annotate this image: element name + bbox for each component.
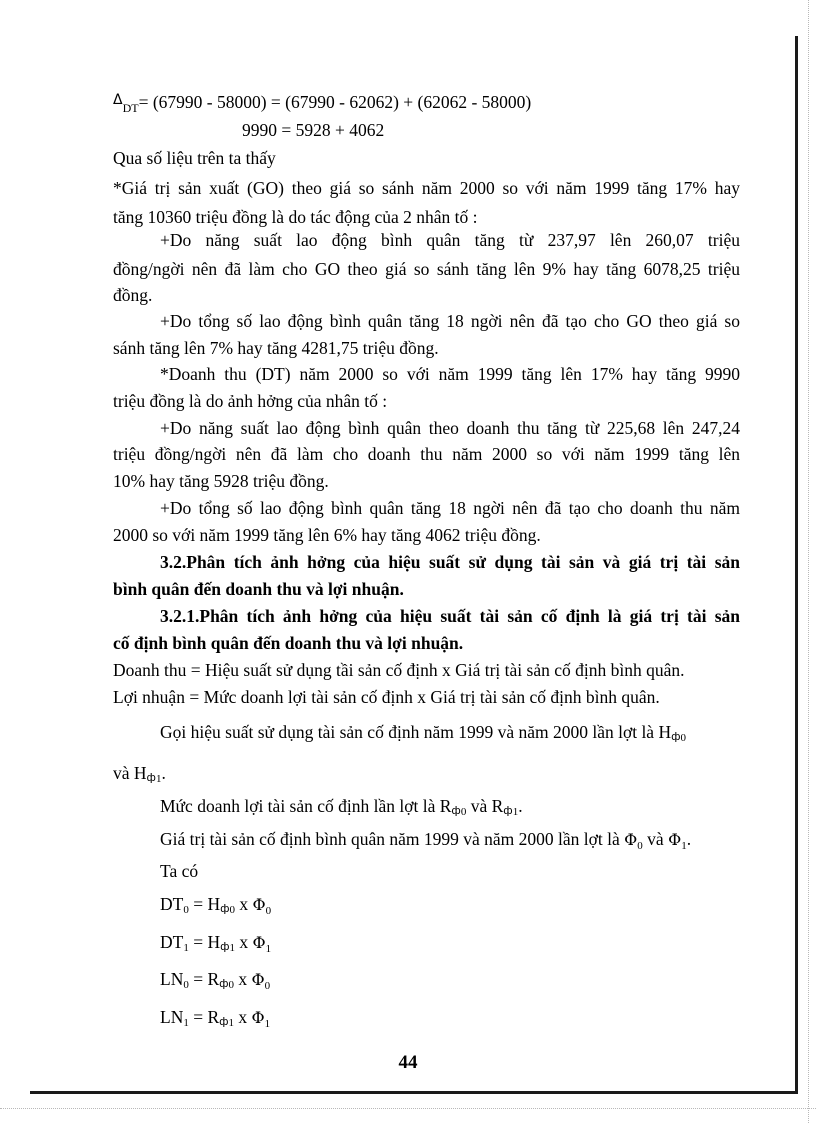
equation-mid: = R (188, 1007, 220, 1027)
page-frame-right (795, 36, 798, 1092)
page-number: 44 (398, 1052, 418, 1073)
revenue-paragraph-line-2: triệu đồng là do ảnh hởng của nhân tố : (113, 391, 388, 411)
notation-profitability (160, 795, 523, 822)
period: . (518, 796, 523, 816)
equation-lhs: LN (160, 969, 184, 989)
multiply-sign: x (234, 969, 252, 989)
delta-symbol: Δ (113, 92, 123, 108)
phi-symbol: Φ (251, 1008, 265, 1027)
go-paragraph-line-1: *Giá trị sản xuất (GO) theo giá so sánh năm 2000 so với năm 1999 tăng 17% hay (113, 178, 740, 198)
phi-symbol: Φ (252, 895, 266, 914)
subscript: 0 (460, 806, 467, 818)
notation-efficiency-line-1 (160, 721, 686, 748)
subscript: 0 (183, 979, 189, 991)
equation-ln0 (160, 968, 270, 995)
heading-3-2-1-line-2: cố định bình quân đến doanh thu và lợi nhuận. (113, 633, 464, 653)
subscript: 1 (183, 1017, 189, 1029)
notation-efficiency-text: Gọi hiệu suất sử dụng tài sản cố định năm 1999 và năm 2000 lần lợt là H (160, 722, 672, 742)
heading-3-2-line-2: bình quân đến doanh thu và lợi nhuận. (113, 579, 404, 599)
subscript: 0 (265, 905, 272, 917)
subscript: 1 (264, 1018, 271, 1030)
revenue-productivity-line-3: 10% hay tăng 5928 triệu đồng. (113, 471, 329, 491)
formula-delta-line (113, 89, 531, 119)
equation-ln1 (160, 1006, 270, 1033)
equation-mid: = H (188, 894, 221, 914)
notation-efficiency-line-2 (113, 762, 166, 789)
subscript: 1 (229, 942, 235, 954)
labor-paragraph-line-1: +Do tổng số lao động bình quân tăng 18 ngời nên đã tạo cho GO theo giá so (160, 311, 740, 331)
subscript: 0 (637, 840, 643, 852)
subscript: 1 (228, 1017, 235, 1029)
formula-delta-expression: = (67990 - 58000) = (67990 - 62062) + (62062 - 58000) (138, 92, 532, 112)
fixed-asset-symbol: ф (146, 771, 156, 784)
subscript: 1 (681, 840, 687, 852)
fixed-asset-symbol: ф (671, 730, 681, 743)
multiply-sign: x (235, 894, 253, 914)
multiply-sign: x (235, 932, 253, 952)
subscript: 0 (680, 732, 686, 744)
multiply-sign: x (234, 1007, 252, 1027)
labor-paragraph-line-2: sánh tăng lên 7% hay tăng 4281,75 triệu đồng. (113, 338, 439, 358)
notation-and: và (642, 829, 669, 849)
subscript: 0 (264, 980, 271, 992)
period: . (161, 763, 166, 783)
page-frame-bottom (30, 1091, 798, 1094)
revenue-labor-line-2: 2000 so với năm 1999 tăng lên 6% hay tăng 4062 triệu đồng. (113, 525, 541, 545)
phi-symbol: Φ (251, 970, 265, 989)
productivity-paragraph-line-1: +Do năng suất lao động bình quân tăng từ 237,97 lên 260,07 triệu (160, 230, 740, 250)
equation-mid: = H (188, 932, 221, 952)
notation-and-r: và R (466, 796, 504, 816)
equation-lhs: LN (160, 1007, 184, 1027)
equation-dt1 (160, 931, 271, 958)
revenue-definition: Doanh thu = Hiệu suất sử dụng tầi sản cố định x Giá trị tài sản cố định bình quân. (113, 660, 685, 680)
phi-symbol: Φ (668, 830, 682, 849)
phi-symbol: Φ (624, 830, 638, 849)
page-guide-right (808, 0, 809, 1123)
revenue-productivity-line-1: +Do năng suất lao động bình quân theo doanh thu tăng từ 225,68 lên 247,24 (160, 418, 740, 438)
subscript: 0 (183, 904, 189, 916)
subscript: 1 (155, 773, 162, 785)
formula-delta-result: 9990 = 5928 + 4062 (242, 120, 385, 140)
fixed-asset-symbol: ф (503, 804, 513, 817)
intro-text: Qua số liệu trên ta thấy (113, 148, 276, 168)
fixed-asset-symbol: ф (219, 977, 229, 990)
ta-co-text: Ta có (160, 861, 199, 881)
revenue-paragraph-line-1: *Doanh thu (DT) năm 2000 so với năm 1999 tăng lên 17% hay tăng 9990 (160, 364, 740, 384)
page-guide-bottom (0, 1108, 816, 1109)
notation-asset-value (160, 828, 691, 851)
subscript: 0 (229, 904, 235, 916)
phi-symbol: Φ (252, 933, 266, 952)
notation-profitability-text: Mức doanh lợi tài sản cố định lần lợt là R (160, 796, 452, 816)
heading-3-2-1-line-1: 3.2.1.Phân tích ảnh hởng của hiệu suất tài sản cố định là giá trị tài sản (160, 606, 740, 626)
fixed-asset-symbol: ф (451, 804, 461, 817)
equation-lhs: DT (160, 894, 184, 914)
equation-dt0 (160, 893, 271, 920)
heading-3-2-line-1: 3.2.Phân tích ảnh hởng của hiệu suất sử dụng tài sản và giá trị tài sản (160, 552, 740, 572)
revenue-labor-line-1: +Do tổng số lao động bình quân tăng 18 ngời nên đã tạo cho doanh thu năm (160, 498, 740, 518)
profit-definition: Lợi nhuận = Mức doanh lợi tài sản cố định x Giá trị tài sản cố định bình quân. (113, 687, 660, 707)
subscript: 1 (512, 806, 519, 818)
revenue-productivity-line-2: triệu đồng/ngời nên đã làm cho doanh thu năm 2000 so với năm 1999 tăng lên (113, 444, 740, 464)
subscript: 1 (183, 942, 189, 954)
fixed-asset-symbol: ф (220, 902, 230, 915)
notation-efficiency-text-2: và H (113, 763, 147, 783)
delta-subscript: DT (122, 101, 139, 115)
equation-mid: = R (188, 969, 220, 989)
subscript: 0 (228, 979, 235, 991)
fixed-asset-symbol: ф (220, 940, 230, 953)
subscript: 1 (265, 943, 272, 955)
period: . (686, 829, 692, 849)
notation-asset-value-text: Giá trị tài sản cố định bình quân năm 1999 và năm 2000 lần lợt là (160, 829, 625, 849)
productivity-paragraph-line-2: đồng/ngời nên đã làm cho GO theo giá so sánh tăng lên 9% hay tăng 6078,25 triệu (113, 259, 740, 279)
equation-lhs: DT (160, 932, 184, 952)
fixed-asset-symbol: ф (219, 1015, 229, 1028)
go-paragraph-line-2: tăng 10360 triệu đồng là do tác động của 2 nhân tố : (113, 207, 478, 227)
productivity-paragraph-line-3: đồng. (113, 285, 153, 305)
